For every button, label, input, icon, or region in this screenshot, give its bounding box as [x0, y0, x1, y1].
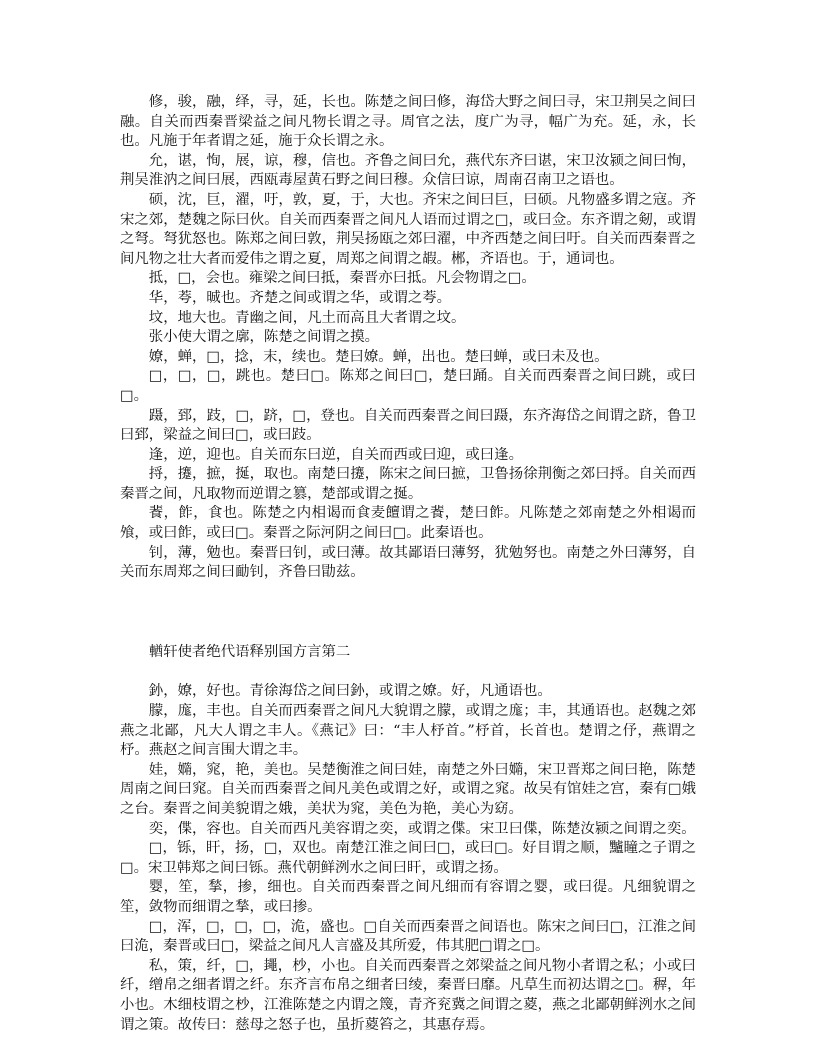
paragraph-1-8: 嫽，蝉，□，捻，末，续也。楚曰嫽。蝉，出也。楚曰蝉，或曰未及也。 [148, 348, 609, 365]
paragraph-1-6: 坟，地大也。青幽之间，凡土而高且大者谓之坟。 [148, 309, 466, 326]
paragraph-1-12: 捋，攓，摭，挻，取也。南楚曰攓，陈宋之间曰摭，卫鲁扬徐荆衡之郊曰捋。自关而西秦晋之间，凡取物而逆谓之篡，楚部或谓之挻。 [120, 466, 696, 502]
paragraph-2-4: 奕，偞，容也。自关而西凡美容谓之奕，或谓之偞。宋卫曰偞，陈楚汝颍之间谓之奕。 [148, 820, 696, 837]
paragraph-2-7: □，浑，□，□，□，洈，盛也。□自关而西秦晋之间语也。陈宋之间曰□，江淮之间曰洈，秦晋或曰□，梁益之间凡人言盛及其所爱，伟其肥□谓之□。 [120, 918, 696, 955]
paragraph-2-2: 朦，庬，丰也。自关而西秦晋之间凡大貌谓之朦，或谓之庬；丰，其通语也。赵魏之郊燕之北鄙，凡大人谓之丰人。《燕记》曰：“丰人杼首。”杼首，长首也。楚谓之伃，燕谓之杼。燕赵之间言围大谓之丰。 [120, 703, 696, 759]
paragraph-1-2: 允，谌，恂，展，谅，穆，信也。齐鲁之间曰允，燕代东齐曰谌，宋卫汝颍之间曰恂，荆吴淮汭之间曰展，西瓯毒屋黄石野之间曰穆。众信曰谅，周南召南卫之语也。 [120, 152, 696, 189]
paragraph-1-9: □，□，□，跳也。楚曰□。陈郑之间曰□，楚曰踊。自关而西秦晋之间曰跳，或曰□。 [120, 368, 696, 404]
paragraph-1-4: 抵，□，会也。雍梁之间曰抵，秦晋亦曰抵。凡会物谓之□。 [148, 270, 536, 287]
heading-spacer [120, 662, 696, 682]
paragraph-2-5: □，铄，盰，扬，□，双也。南楚江淮之间曰□，或曰□。好目谓之顺，黸瞳之子谓之□。宋卫韩郑之间曰铄。燕代朝鲜洌水之间曰盰，或谓之扬。 [120, 840, 696, 876]
paragraph-1-11: 逢，逆，迎也。自关而东曰逆，自关而西或曰迎，或曰逢。 [148, 446, 523, 463]
paragraph-2-6: 婴，笙，揫，掺，细也。自关而西秦晋之间凡细而有容谓之婴，或曰徥。凡细貌谓之笙，敛物而细谓之揫，或曰掺。 [120, 879, 696, 915]
paragraph-1-1: 修，骏，融，绎，寻，延，长也。陈楚之间曰修，海岱大野之间曰寻，宋卫荆吴之间曰融。自关而西秦晋梁益之间凡物长谓之寻。周官之法，度广为寻，幅广为充。延，永，长也。凡施于年者谓之延，施于众长谓之永。 [120, 94, 696, 150]
chapter-heading: 輶轩使者绝代语释别国方言第二 [148, 643, 351, 660]
paragraph-1-13: 餥，飵，食也。陈楚之内相谒而食麦饘谓之餥，楚曰飵。凡陈楚之郊南楚之外相谒而飧，或曰飵，或曰□。秦晋之际河阴之间曰□。此秦语也。 [120, 505, 696, 542]
paragraph-1-3: 硕，沈，巨，濯，吁，敦，夏，于，大也。齐宋之间曰巨，曰硕。凡物盛多谓之寇。齐宋之郊，楚魏之际曰伙。自关而西秦晋之间凡人语而过谓之□，或曰佥。东齐谓之剱，或谓之弩。弩犹怒也。陈郑之间曰敦，荆吴扬瓯之郊曰濯，中齐西楚之间曰吁。自关而西秦晋之间凡物之壮大者而爱伟之谓之夏，周郑之间谓之嘏。郴，齐语也。于，通词也。 [120, 191, 696, 267]
document-body [120, 93, 696, 1035]
paragraph-1-5: 华，荂，晠也。齐楚之间或谓之华，或谓之荂。 [148, 289, 452, 306]
paragraph-1-14: 钊，薄，勉也。秦晋曰钊，或曰薄。故其鄙语曰薄努，犹勉努也。南楚之外曰薄努，自关而东周郑之间曰勔钊，齐鲁曰勖兹。 [120, 544, 696, 581]
section-spacer [120, 583, 696, 643]
paragraph-2-3: 娃，嫷，窕，艳，美也。吴楚衡淮之间曰娃，南楚之外曰嫷，宋卫晋郑之间曰艳，陈楚周南之间曰窕。自关而西秦晋之间凡美色或谓之好，或谓之窕。故吴有馆娃之宫，秦有□娥之台。秦晋之间美貌谓之娥，美状为窕，美色为艳，美心为窈。 [120, 761, 696, 817]
paragraph-1-10: 蹑，郅，跂，□，跻，□，登也。自关而西秦晋之间曰蹑，东齐海岱之间谓之跻，鲁卫曰郅，梁益之间曰□，或曰跂。 [120, 407, 696, 444]
paragraph-2-1: 釥，嫽，好也。青徐海岱之间曰釥，或谓之嫽。好，凡通语也。 [148, 683, 552, 700]
paragraph-1-7: 张小使大谓之廓，陈楚之间谓之摸。 [148, 329, 380, 346]
paragraph-2-8: 私，策，纤，□，䵷，杪，小也。自关而西秦晋之郊梁益之间凡物小者谓之私；小或曰纤，缯帛之细者谓之纤。东齐言布帛之细者曰绫，秦晋曰靡。凡草生而初达谓之□。稺，年小也。木细枝谓之杪，江淮陈楚之内谓之篾，青齐兖冀之间谓之葼，燕之北鄙朝鲜洌水之间谓之策。故传曰：慈母之怒子也，虽折葼笞之，其惠存焉。 [120, 957, 696, 1033]
